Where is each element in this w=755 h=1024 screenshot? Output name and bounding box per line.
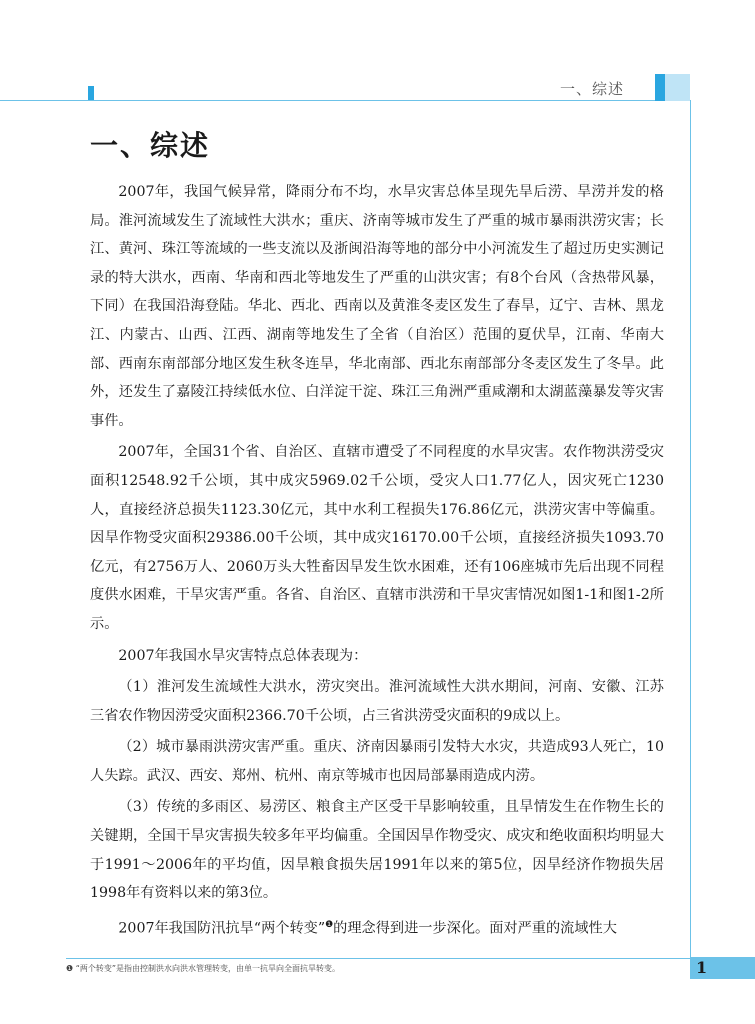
page-number: 1 [696, 958, 708, 977]
footnote-marker: ❶ [66, 964, 74, 973]
footnote [66, 963, 340, 974]
paragraph: 2007年，我国气候异常，降雨分布不均，水旱灾害总体呈现先旱后涝、旱涝并发的格局。淮河流域发生了流域性大洪水；重庆、济南等城市发生了严重的城市暴雨洪涝灾害；长江、黄河、珠江等流域的一些支流以及浙闽沿海等地的部分中小河流发生了超过历史实测记录的特大洪水，西南、华南和西北等地发生了严重的山洪灾害；有8个台风（含热带风暴，下同）在我国沿海登陆。华北、西北、西南以及黄淮冬麦区发生了春旱，辽宁、吉林、黑龙江、内蒙古、山西、江西、湖南等地发生了全省（自治区）范围的夏伏旱，江南、华南大部、西南东南部部分地区发生秋冬连旱，华北南部、西北东南部部分冬麦区发生了冬旱。此外，还发生了嘉陵江持续低水位、白洋淀干淀、珠江三角洲严重咸潮和太湖蓝藻暴发等灾害事件。 [90, 184, 664, 429]
footnote-reference[interactable]: ❶ [325, 919, 334, 930]
body-text [90, 178, 664, 946]
page-title: 一、综述 [90, 129, 211, 162]
running-header-title: 一、综述 [560, 80, 625, 98]
header-rule [0, 100, 690, 101]
paragraph: （3）传统的多雨区、易涝区、粮食主产区受干旱影响较重，且旱情发生在作物生长的关键期，全国干旱灾害损失较多年平均偏重。全国因旱作物受灾、成灾和绝收面积均明显大于1991～2006年的平均值，因旱粮食损失居1991年以来的第5位，因旱经济作物损失居1998年有资料以来的第3位。 [90, 799, 664, 902]
footnote-rule [66, 958, 691, 959]
paragraph-text: 的理念得到进一步深化。面对严重的流域性大 [333, 920, 617, 937]
paragraph: （1）淮河发生流域性大洪水，涝灾突出。淮河流域性大洪水期间，河南、安徽、江苏三省农作物因涝受灾面积2366.70千公顷，占三省洪涝受灾面积的9成以上。 [90, 679, 664, 724]
right-margin-rule [690, 100, 691, 960]
paragraph: 2007年，全国31个省、自治区、直辖市遭受了不同程度的水旱灾害。农作物洪涝受灾面积12548.92千公顷，其中成灾5969.02千公顷，受灾人口1.77亿人，因灾死亡1230人，直接经济总损失1123.30亿元，其中水利工程损失176.86亿元，洪涝灾害中等偏重。因旱作物受灾面积29386.00千公顷，其中成灾16170.00千公顷，直接经济损失1093.70亿元，有2756万人、2060万头大牲畜因旱发生饮水困难，还有106座城市先后出现不同程度供水困难，干旱灾害严重。各省、自治区、直辖市洪涝和干旱灾害情况如图1-1和图1-2所示。 [90, 444, 664, 632]
footnote-text: “两个转变”是指由控制洪水向洪水管理转变，由单一抗旱向全面抗旱转变。 [75, 964, 341, 973]
header-tab-dark [655, 74, 665, 101]
paragraph: 2007年我国水旱灾害特点总体表现为： [118, 647, 368, 664]
paragraph-last [90, 911, 664, 943]
header-tab-light [665, 74, 690, 101]
paragraph: （2）城市暴雨洪涝灾害严重。重庆、济南因暴雨引发特大水灾，共造成93人死亡，10人失踪。武汉、西安、郑州、杭州、南京等城市也因局部暴雨造成内涝。 [90, 739, 664, 784]
header-accent-mark [88, 86, 94, 100]
paragraph-text: 2007年我国防汛抗旱“两个转变” [118, 920, 326, 937]
